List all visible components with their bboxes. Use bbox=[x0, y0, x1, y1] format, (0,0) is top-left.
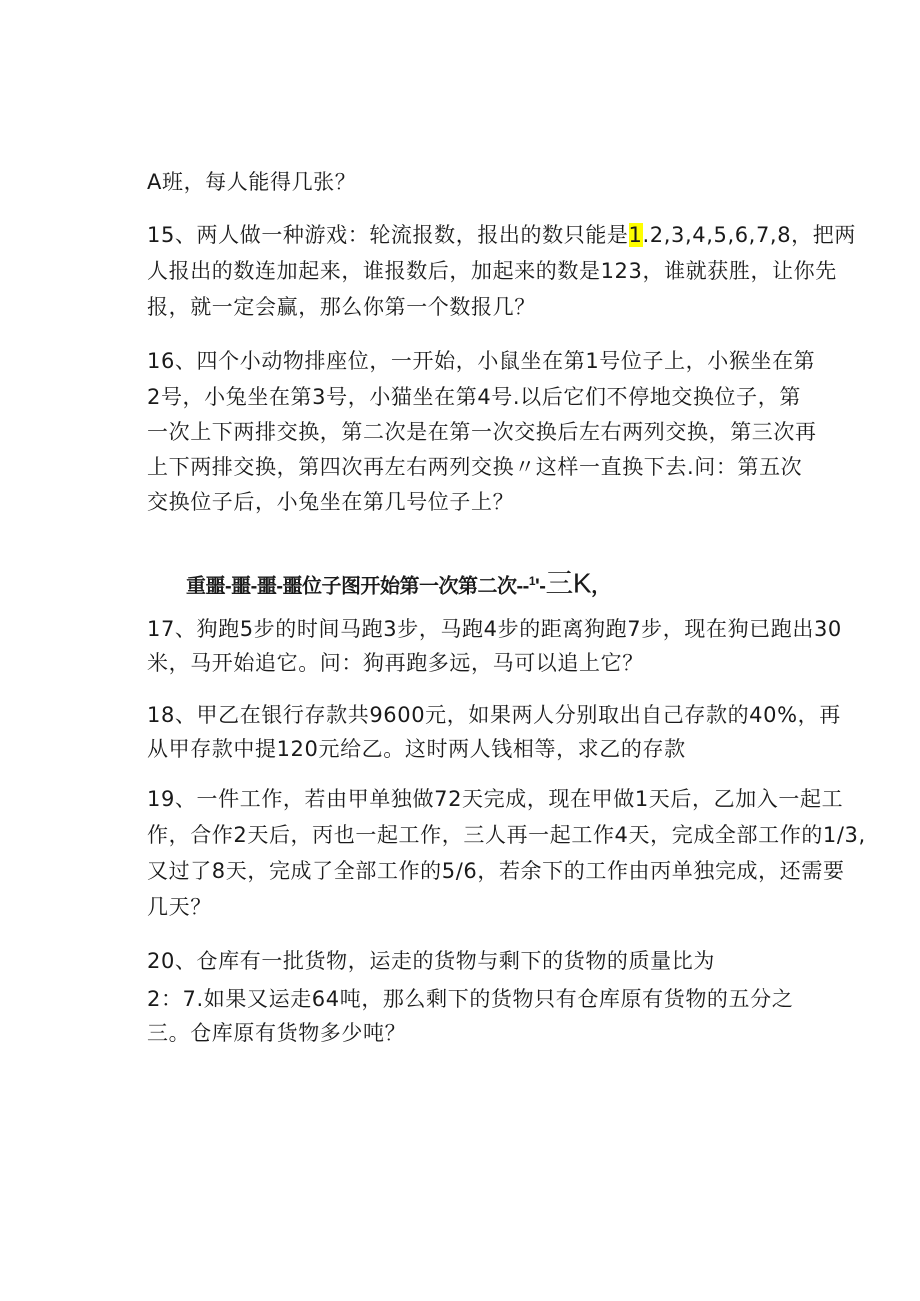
figure-caption-big: 三K bbox=[545, 567, 592, 599]
question-20-line-2: 2：7.如果又运走64吨，那么剩下的货物只有仓库原有货物的五分之 bbox=[147, 987, 794, 1011]
question-16-line-3: 一次上下两排交换，第二次是在第一次交换后左右两列交换，第三次再 bbox=[147, 420, 817, 444]
question-19-line-4: 几天？ bbox=[147, 895, 212, 919]
question-16-line-5: 交换位子后，小兔坐在第几号位子上？ bbox=[147, 490, 515, 514]
question-18-line-1: 18、甲乙在银行存款共9600元，如果两人分别取出自己存款的40%，再 bbox=[147, 703, 841, 727]
figure-caption-sup: 1 bbox=[528, 574, 535, 588]
question-20-line-1: 20、仓库有一批货物，运走的货物与剩下的货物的质量比为 bbox=[147, 949, 715, 973]
figure-caption-end: ， bbox=[591, 575, 611, 598]
question-15-line-1 bbox=[147, 220, 856, 250]
figure-caption bbox=[186, 566, 611, 602]
question-18-line-2: 从甲存款中提120元给乙。这时两人钱相等，求乙的存款 bbox=[147, 737, 686, 761]
q15-text: 15、两人做一种游戏：轮流报数，报出的数只能是 bbox=[147, 223, 629, 247]
question-14-tail: A班，每人能得几张？ bbox=[147, 170, 357, 194]
question-15-line-3: 报，就一定会赢，那么你第一个数报几？ bbox=[147, 295, 536, 319]
question-17-line-2: 米，马开始追它。问：狗再跑多远，马可以追上它？ bbox=[147, 651, 644, 675]
highlighted-number: 1 bbox=[628, 223, 643, 247]
question-19-line-3: 又过了8天，完成了全部工作的5/6，若余下的工作由丙单独完成，还需要 bbox=[147, 859, 845, 883]
question-15-line-2: 人报出的数连加起来，谁报数后，加起来的数是123，谁就获胜，让你先 bbox=[147, 259, 837, 283]
figure-caption-tail: '- bbox=[535, 575, 546, 598]
question-16-line-4: 上下两排交换，第四次再左右两列交换〃这样一直换下去.问：第五次 bbox=[147, 455, 803, 479]
q15-text-after: .2,3,4,5,6,7,8，把两 bbox=[642, 223, 856, 247]
question-16-line-1: 16、四个小动物排座位，一开始，小鼠坐在第1号位子上，小猴坐在第 bbox=[147, 349, 816, 373]
question-20-line-3: 三。仓库原有货物多少吨？ bbox=[147, 1021, 407, 1045]
question-19-line-1: 19、一件工作，若由甲单独做72天完成，现在甲做1天后，乙加入一起工 bbox=[147, 787, 844, 811]
question-19-line-2: 作，合作2天后，丙也一起工作，三人再一起工作4天，完成全部工作的1/3, bbox=[147, 823, 866, 847]
question-16-line-2: 2号，小兔坐在第3号，小猫坐在第4号.以后它们不停地交换位子，第 bbox=[147, 385, 801, 409]
question-17-line-1: 17、狗跑5步的时间马跑3步，马跑4步的距离狗跑7步，现在狗已跑出30 bbox=[147, 617, 842, 641]
figure-caption-text: 重噩-噩-噩-噩位子图开始第一次第二次-- bbox=[186, 575, 529, 598]
